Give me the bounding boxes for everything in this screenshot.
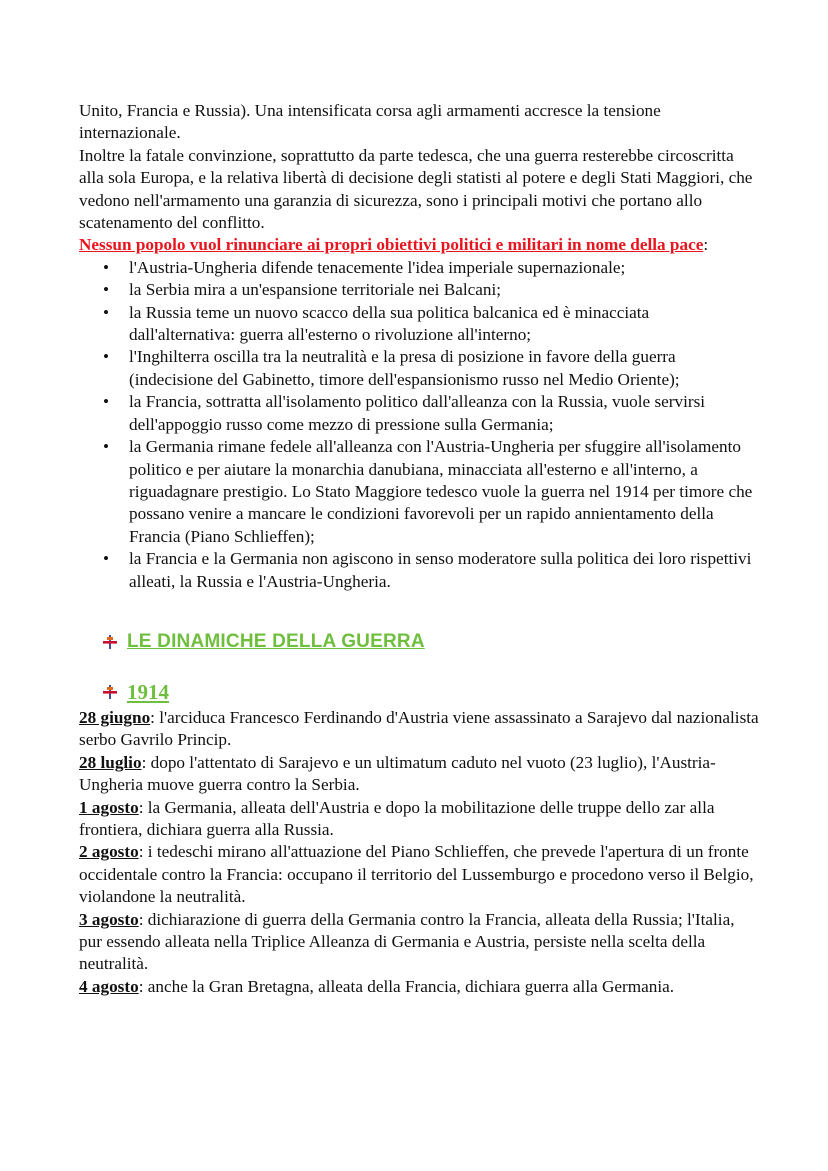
timeline [79, 707, 759, 998]
list-item-text: la Germania rimane fedele all'alleanza con l'Austria-Ungheria per sfuggire all'isolamento politico e per aiutare la monarchia danubiana, minacciata all'esterno e all'interno, a riguadagnare prestigio. Lo Stato Maggiore tedesco vuole la guerra nel 1914 per timore che possano venire a mancare le condizioni favorevoli per un rapido annientamento della Francia (Piano Schlieffen); [129, 437, 753, 546]
timeline-date: 2 agosto [79, 842, 139, 862]
intro-paragraph-2: Inoltre la fatale convinzione, soprattutto da parte tedesca, che una guerra resterebbe circoscritta alla sola Europa, e la relativa libertà di decisione degli statisti al potere e degli Stati Maggiori, che vedono nell'armamento una garanzia di sicurezza, sono i principali motivi che portano allo scatenamento del conflitto. [79, 145, 753, 233]
timeline-date: 3 agosto [79, 909, 139, 929]
list-item-text: l'Austria-Ungheria difende tenacemente l'idea imperiale supernazionale; [129, 257, 626, 277]
list-item [79, 548, 759, 593]
highlight-suffix: : [703, 235, 709, 255]
list-item [79, 436, 759, 548]
year-heading [103, 679, 759, 705]
timeline-entry [79, 976, 759, 998]
document-page [79, 100, 759, 998]
list-item [79, 391, 759, 436]
list-item [79, 346, 759, 391]
intro-paragraph-1: Unito, Francia e Russia). Una intensificata corsa agli armamenti accresce la tensione internazionale. [79, 101, 661, 143]
timeline-entry [79, 707, 759, 752]
timeline-text: : dichiarazione di guerra della Germania contro la Francia, alleata della Russia; l'Italia, pur essendo alleata nella Triplice Alleanza di Germania e Austria, persiste nella scelta della neutralità. [79, 909, 735, 974]
section-heading [103, 629, 759, 655]
bullet-icon: • [102, 302, 110, 322]
timeline-entry [79, 909, 759, 976]
list-item-text: l'Inghilterra oscilla tra la neutralità e la presa di posizione in favore della guerra (indecisione del Gabinetto, timore dell'espansionismo russo nel Medio Oriente); [129, 347, 680, 389]
list-item-text: la Francia e la Germania non agiscono in senso moderatore sulla politica dei loro rispettivi alleati, la Russia e l'Austria-Ungheria. [129, 549, 752, 591]
bullet-icon: • [102, 347, 110, 367]
bullet-icon: • [102, 280, 110, 300]
bullet-icon: • [102, 392, 110, 412]
timeline-text: : dopo l'attentato di Sarajevo e un ultimatum caduto nel vuoto (23 luglio), l'Austria-Ungheria muove guerra contro la Serbia. [79, 752, 716, 795]
list-item [79, 302, 759, 347]
timeline-text: : anche la Gran Bretagna, alleata della Francia, dichiara guerra alla Germania. [138, 976, 675, 996]
section-title: LE DINAMICHE DELLA GUERRA [127, 630, 425, 652]
timeline-entry [79, 841, 759, 908]
highlight-line [79, 234, 759, 256]
timeline-text: : i tedeschi mirano all'attuazione del Piano Schlieffen, che prevede l'apertura di un fronte occidentale contro la Francia: occupano il territorio del Lussemburgo e procedono verso il Belgio, violandone la neutralità. [79, 842, 754, 907]
bullet-icon: • [102, 257, 110, 277]
bullet-icon: • [102, 437, 110, 457]
timeline-text: : l'arciduca Francesco Ferdinando d'Austria viene assassinato a Sarajevo dal nazionalista serbo Gavrilo Princip. [79, 707, 759, 750]
timeline-date: 4 agosto [79, 976, 139, 996]
timeline-entry [79, 797, 759, 842]
pushpin-icon [103, 635, 117, 649]
highlight-text: Nessun popolo vuol rinunciare ai propri obiettivi politici e militari in nome della pace [79, 235, 704, 255]
bullet-icon: • [102, 549, 110, 569]
timeline-date: 28 luglio [79, 752, 142, 772]
list-item [79, 257, 759, 279]
list-item-text: la Francia, sottratta all'isolamento politico dall'alleanza con la Russia, vuole servirsi dell'appoggio russo come mezzo di pressione sulla Germania; [129, 392, 706, 434]
list-item-text: la Serbia mira a un'espansione territoriale nei Balcani; [129, 280, 502, 300]
bullet-list [79, 257, 759, 593]
timeline-text: : la Germania, alleata dell'Austria e dopo la mobilitazione delle truppe dello zar alla frontiera, dichiara guerra alla Russia. [79, 797, 715, 839]
timeline-entry [79, 752, 759, 797]
timeline-date: 28 giugno [79, 707, 151, 727]
list-item [79, 279, 759, 301]
list-item-text: la Russia teme un nuovo scacco della sua politica balcanica ed è minacciata dall'alternativa: guerra all'esterno o rivoluzione all'interno; [129, 302, 650, 345]
year-title: 1914 [127, 679, 169, 704]
pushpin-icon [103, 685, 117, 699]
timeline-date: 1 agosto [79, 797, 139, 817]
